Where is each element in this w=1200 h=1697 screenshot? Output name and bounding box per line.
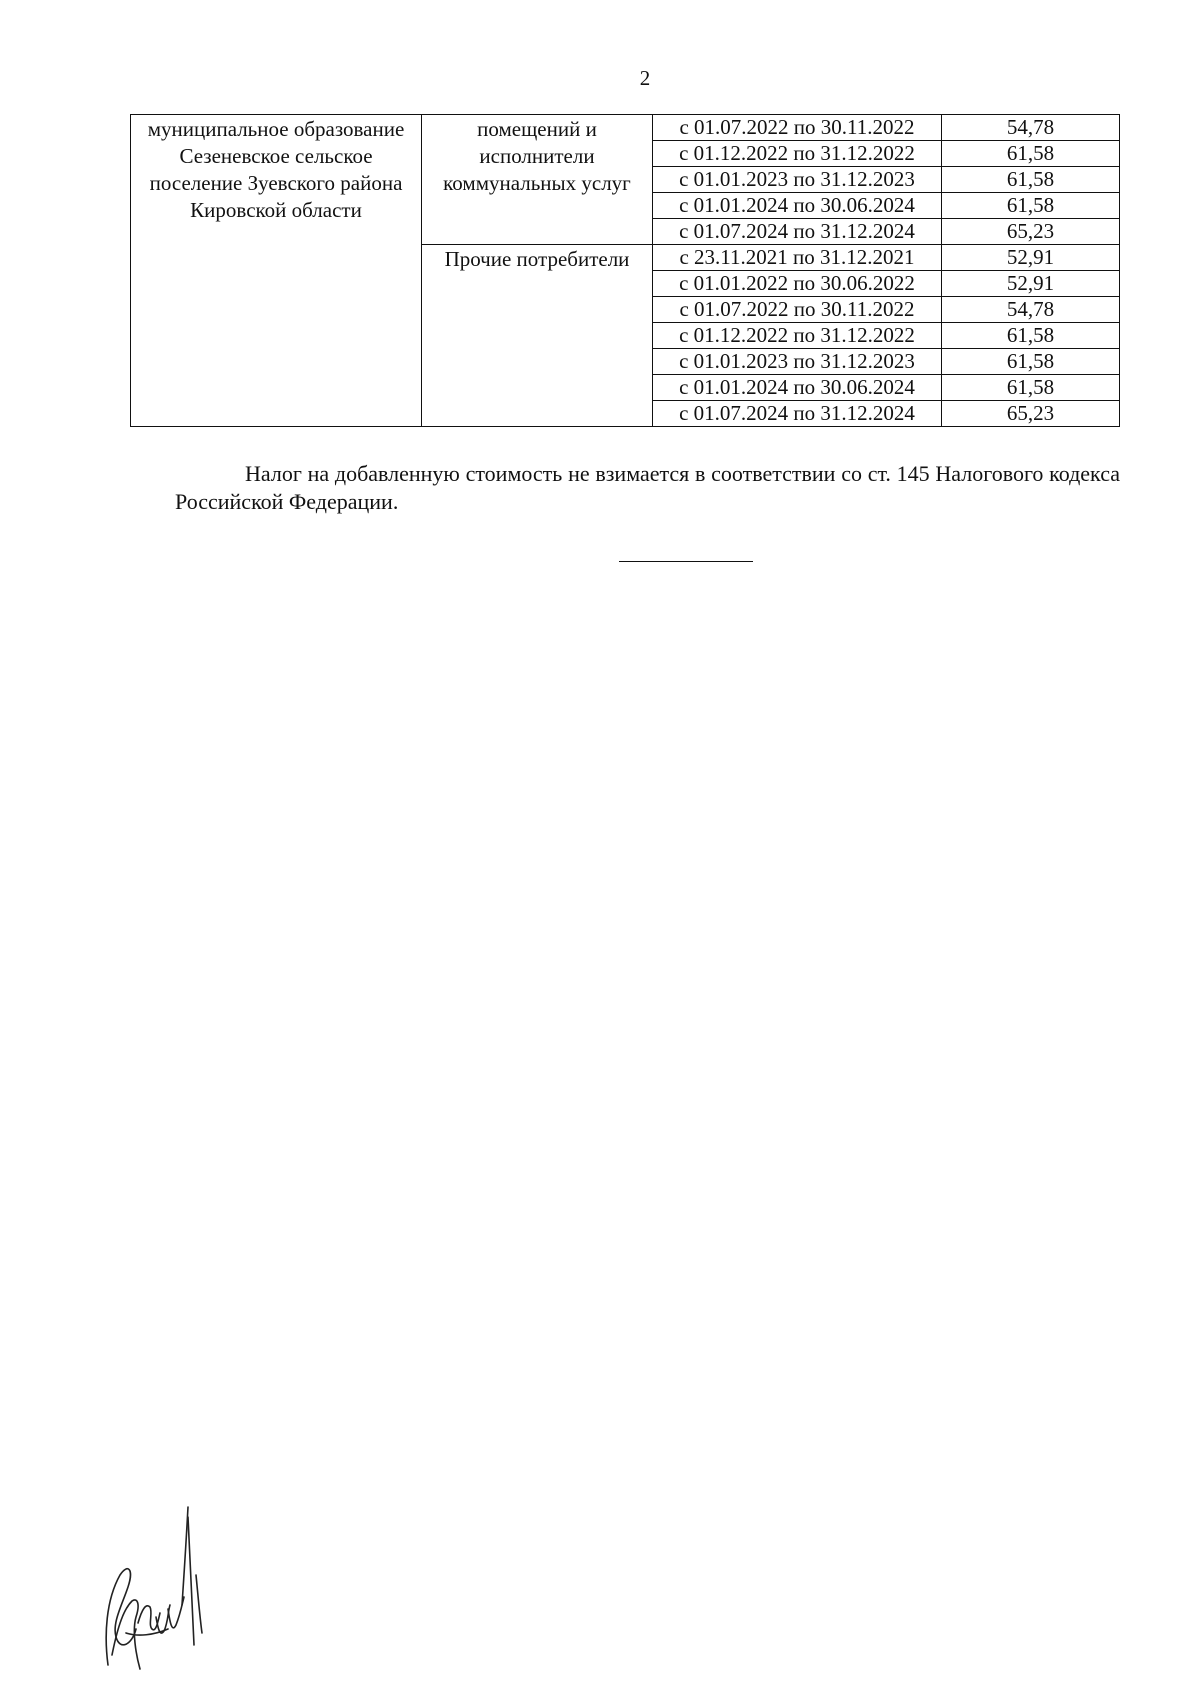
consumer-group-cell: помещений и исполнители коммунальных услуг xyxy=(422,115,653,245)
tariff-value-cell: 61,58 xyxy=(942,349,1120,375)
period-cell: с 01.01.2022 по 30.06.2022 xyxy=(653,271,942,297)
period-cell: с 01.12.2022 по 31.12.2022 xyxy=(653,141,942,167)
tariff-value-cell: 52,91 xyxy=(942,271,1120,297)
tariff-value-cell: 61,58 xyxy=(942,193,1120,219)
period-cell: с 01.07.2022 по 30.11.2022 xyxy=(653,115,942,141)
tariff-value-cell: 54,78 xyxy=(942,297,1120,323)
page-number: 2 xyxy=(639,66,651,90)
period-cell: с 23.11.2021 по 31.12.2021 xyxy=(653,245,942,271)
period-cell: с 01.01.2023 по 31.12.2023 xyxy=(653,349,942,375)
tariff-table xyxy=(130,114,1120,427)
end-of-document-rule xyxy=(619,561,753,562)
tariff-value-cell: 52,91 xyxy=(942,245,1120,271)
period-cell: с 01.01.2023 по 31.12.2023 xyxy=(653,167,942,193)
vat-note: Налог на добавленную стоимость не взимается в соответствии со ст. 145 Налогового кодекса Российской Федерации. xyxy=(175,461,1120,514)
tariff-value-cell: 65,23 xyxy=(942,219,1120,245)
tariff-value-cell: 54,78 xyxy=(942,115,1120,141)
consumer-group-cell: Прочие потребители xyxy=(422,245,653,427)
tariff-value-cell: 65,23 xyxy=(942,401,1120,427)
period-cell: с 01.07.2022 по 30.11.2022 xyxy=(653,297,942,323)
tariff-value-cell: 61,58 xyxy=(942,141,1120,167)
table-row xyxy=(131,115,1120,141)
handwritten-signature xyxy=(98,1505,208,1675)
period-cell: с 01.07.2024 по 31.12.2024 xyxy=(653,219,942,245)
period-cell: с 01.01.2024 по 30.06.2024 xyxy=(653,375,942,401)
period-cell: с 01.01.2024 по 30.06.2024 xyxy=(653,193,942,219)
tariff-value-cell: 61,58 xyxy=(942,323,1120,349)
period-cell: с 01.07.2024 по 31.12.2024 xyxy=(653,401,942,427)
territory-cell: муниципальное образование Сезеневское сельское поселение Зуевского района Кировской области xyxy=(131,115,422,427)
tariff-value-cell: 61,58 xyxy=(942,167,1120,193)
tariff-value-cell: 61,58 xyxy=(942,375,1120,401)
period-cell: с 01.12.2022 по 31.12.2022 xyxy=(653,323,942,349)
